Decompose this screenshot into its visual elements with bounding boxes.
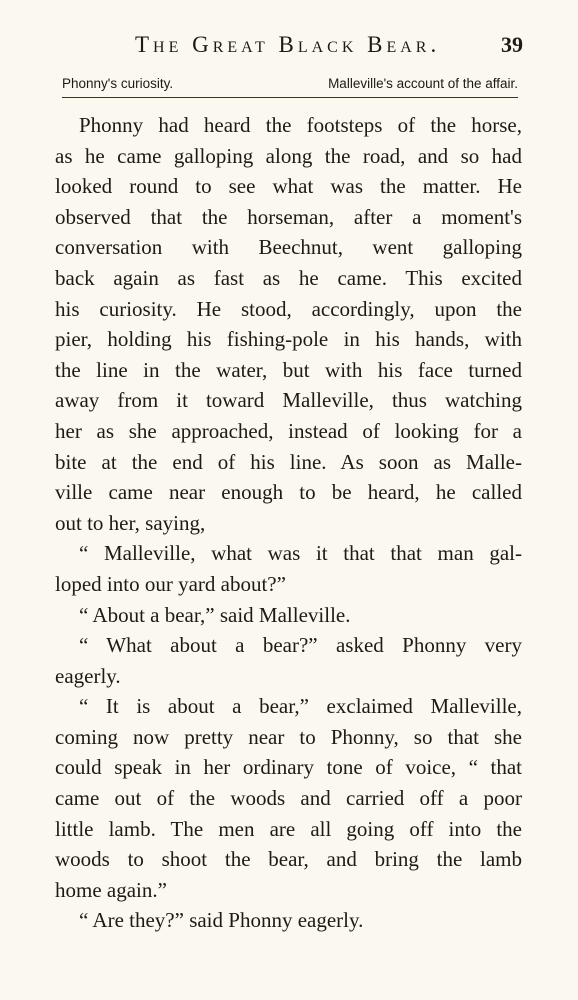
text-line: loped into our yard about?” — [55, 571, 286, 596]
text-line: “ It is about a bear,” exclaimed Malleville, — [79, 694, 522, 719]
text-line: the line in the water, but with his face turned — [55, 357, 522, 382]
chapter-subheadings — [62, 76, 518, 96]
text-line: pier, holding his fishing-pole in his hands, with — [55, 327, 522, 352]
text-line: out to her, saying, — [55, 510, 206, 535]
text-line: Phonny had heard the footsteps of the horse, — [79, 113, 522, 137]
text-line: her as she approached, instead of looking for a — [55, 418, 522, 443]
text-line: as he came galloping along the road, and so had — [55, 143, 522, 168]
text-line: away from it toward Malleville, thus watching — [55, 388, 522, 413]
running-title: The Great Black Bear. — [135, 32, 441, 57]
text-line: eagerly. — [55, 663, 121, 688]
text-line: “ About a bear,” said Malleville. — [79, 602, 351, 627]
text-line: conversation with Beechnut, went galloping — [55, 235, 522, 260]
text-line: bite at the end of his line. As soon as Malle- — [55, 449, 522, 474]
text-line: his curiosity. He stood, accordingly, upon the — [55, 296, 522, 321]
text-line: little lamb. The men are all going off into the — [55, 816, 522, 841]
running-head — [55, 32, 525, 62]
page-number: 39 — [501, 32, 523, 57]
text-line: home again.” — [55, 877, 167, 902]
text-line: “ What about a bear?” asked Phonny very — [79, 633, 522, 658]
text-line: “ Malleville, what was it that that man gal- — [79, 541, 522, 566]
text-line: back again as fast as he came. This excited — [55, 265, 522, 290]
subheading-right: Malleville's account of the affair. — [328, 76, 518, 91]
body-text — [55, 110, 522, 936]
text-line: coming now pretty near to Phonny, so that she — [55, 724, 522, 749]
text-line: ville came near enough to be heard, he called — [55, 480, 522, 505]
text-line: woods to shoot the bear, and bring the lamb — [55, 847, 522, 872]
text-line: observed that the horseman, after a moment's — [55, 204, 522, 229]
header-rule — [62, 97, 518, 98]
text-line: “ Are they?” said Phonny eagerly. — [79, 908, 364, 933]
text-line: could speak in her ordinary tone of voice, “ that — [55, 755, 522, 780]
text-line: came out of the woods and carried off a poor — [55, 786, 522, 811]
text-line: looked round to see what was the matter. He — [55, 174, 522, 199]
subheading-left: Phonny's curiosity. — [62, 76, 174, 91]
